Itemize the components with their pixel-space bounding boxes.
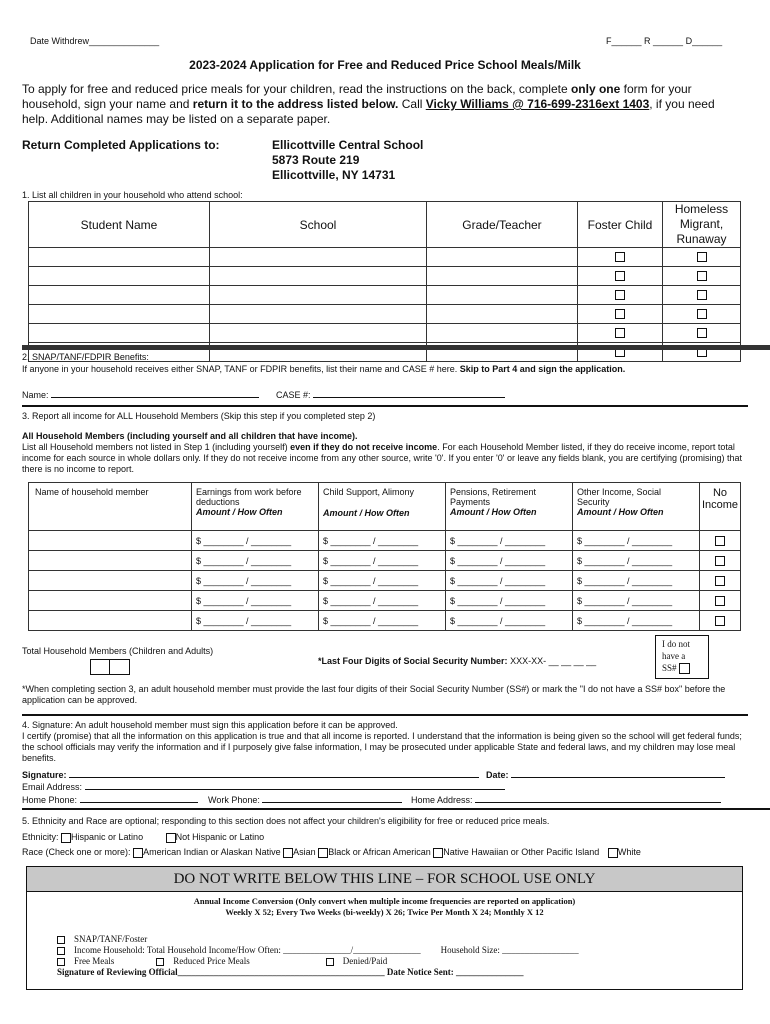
page-title: 2023-2024 Application for Free and Reduced Price School Meals/Milk: [189, 58, 581, 72]
race-checkbox[interactable]: [318, 848, 328, 858]
address-line-1: Ellicottville Central School: [272, 138, 424, 152]
col-grade-teacher: Grade/Teacher: [427, 202, 578, 248]
no-ss-line-3: SS#: [662, 663, 677, 673]
col-no-income: [700, 483, 741, 531]
race-option-white: White: [617, 847, 641, 857]
earnings-cell[interactable]: $ ________ / ________: [192, 571, 319, 591]
foster-checkbox[interactable]: [615, 271, 625, 281]
table-row: [29, 571, 741, 591]
race-option-asian: Asian: [293, 847, 316, 857]
home-phone-field[interactable]: [22, 793, 198, 805]
table-row: [29, 267, 741, 286]
student-name-cell[interactable]: [29, 305, 210, 324]
homeless-line-1: Homeless: [674, 202, 729, 216]
other-income-cell[interactable]: $ ________ / ________: [573, 571, 700, 591]
homeless-checkbox[interactable]: [697, 328, 707, 338]
col-pensions: [446, 483, 573, 531]
signature-field[interactable]: [22, 768, 479, 780]
address-line-2: 5873 Route 219: [272, 153, 360, 167]
no-income-checkbox[interactable]: [715, 556, 725, 566]
snap-name-field[interactable]: [22, 388, 259, 400]
earnings-cell[interactable]: $ ________ / ________: [192, 551, 319, 571]
col-member-name: Name of household member: [29, 483, 192, 531]
section2-desc: [22, 364, 625, 374]
intro-text-2: form for your household, sign your name and: [22, 82, 692, 111]
member-name-cell[interactable]: [29, 551, 192, 571]
snap-name-label: Name:: [22, 390, 49, 400]
race-label: Race (Check one or more):: [22, 847, 131, 857]
snap-name-line[interactable]: [51, 388, 259, 398]
children-table: [28, 201, 741, 362]
reduced-checkbox[interactable]: [156, 958, 164, 966]
grade-cell[interactable]: [427, 324, 578, 343]
intro-text-3: Call: [398, 97, 426, 111]
work-phone-label: Work Phone:: [208, 795, 260, 805]
intro-paragraph: [22, 82, 730, 127]
no-income-checkbox[interactable]: [715, 596, 725, 606]
work-phone-field[interactable]: [208, 793, 402, 805]
total-members-box[interactable]: [90, 659, 130, 675]
section3-bold-line: All Household Members (including yourself and all children that have income).: [22, 431, 358, 441]
school-cell[interactable]: [210, 248, 427, 267]
race-option-black: Black or African American: [328, 847, 431, 857]
income-conversion-title: Annual Income Conversion (Only convert when multiple income frequencies are reported on application): [193, 896, 576, 906]
school-cell[interactable]: [210, 267, 427, 286]
race-checkbox[interactable]: [608, 848, 618, 858]
case-line[interactable]: [313, 388, 505, 398]
no-ssn-checkbox[interactable]: [679, 663, 690, 674]
col-child-support: [319, 483, 446, 531]
date-field[interactable]: [486, 768, 725, 780]
section1-title: 1. List all children in your household who attend school:: [22, 190, 243, 200]
hispanic-label: Hispanic or Latino: [71, 832, 144, 842]
email-field[interactable]: [22, 780, 505, 792]
date-line[interactable]: [511, 768, 725, 778]
section2-desc-text: If anyone in your household receives either SNAP, TANF or FDPIR benefits, list their name and CASE # here.: [22, 364, 460, 374]
no-income-checkbox[interactable]: [715, 576, 725, 586]
date-label: Date:: [486, 770, 509, 780]
earnings-label: Earnings from work before deductions: [196, 487, 302, 507]
student-name-cell[interactable]: [29, 248, 210, 267]
contact-phone-link[interactable]: Vicky Williams @ 716-699-2316ext 1403: [425, 97, 650, 111]
ethnicity-row: [22, 832, 264, 843]
child-support-cell[interactable]: $ ________ / ________: [319, 571, 446, 591]
income-household-label: Income Household: Total Household Income/How Often: _______________/_______________: [74, 945, 421, 955]
other-income-cell[interactable]: $ ________ / ________: [573, 551, 700, 571]
homeless-checkbox[interactable]: [697, 309, 707, 319]
child-support-label: Child Support, Alimony: [323, 487, 415, 497]
homeless-line-2: Migrant,: [679, 217, 724, 231]
signature-label: Signature:: [22, 770, 67, 780]
pensions-cell[interactable]: $ ________ / ________: [446, 591, 573, 611]
ssn-note: *When completing section 3, an adult household member must provide the last four digits of their Social Security Number (SS#) or mark the "I do not have a SS# box" before the application can be approved.: [22, 684, 726, 705]
table-row: [29, 531, 741, 551]
ethnicity-label: Ethnicity:: [22, 832, 59, 842]
snap-label: SNAP/TANF/Foster: [74, 934, 148, 944]
divider: [22, 405, 748, 407]
member-name-cell[interactable]: [29, 571, 192, 591]
work-phone-line[interactable]: [262, 793, 402, 803]
no-income-checkbox[interactable]: [715, 536, 725, 546]
col-foster-child: Foster Child: [578, 202, 663, 248]
pensions-label: Pensions, Retirement Payments: [450, 487, 537, 507]
email-label: Email Address:: [22, 782, 83, 792]
denied-label: Denied/Paid: [342, 956, 388, 966]
amount-label: Amount / How Often: [196, 507, 283, 517]
other-income-cell[interactable]: $ ________ / ________: [573, 591, 700, 611]
earnings-cell[interactable]: $ ________ / ________: [192, 611, 319, 631]
home-phone-label: Home Phone:: [22, 795, 78, 805]
table-row: [29, 286, 741, 305]
denied-checkbox[interactable]: [326, 958, 334, 966]
intro-text-1: To apply for free and reduced price meals for your children, read the instructions on the back, complete: [22, 82, 571, 96]
student-name-cell[interactable]: [29, 324, 210, 343]
reduced-label: Reduced Price Meals: [173, 956, 250, 966]
student-name-cell[interactable]: [29, 267, 210, 286]
race-checkbox[interactable]: [433, 848, 443, 858]
section3-instructions: [22, 442, 746, 475]
member-name-cell[interactable]: [29, 611, 192, 631]
child-support-cell[interactable]: $ ________ / ________: [319, 551, 446, 571]
child-support-cell[interactable]: $ ________ / ________: [319, 591, 446, 611]
other-income-label: Other Income, Social Security: [577, 487, 662, 507]
col-other-income: [573, 483, 700, 531]
return-address: [272, 138, 423, 183]
homeless-checkbox[interactable]: [697, 252, 707, 262]
table-row: [29, 248, 741, 267]
section5-title: 5. Ethnicity and Race are optional; responding to this section does not affect your children's eligibility for free or reduced price meals.: [22, 816, 550, 826]
pensions-cell[interactable]: $ ________ / ________: [446, 531, 573, 551]
grade-cell[interactable]: [427, 267, 578, 286]
intro-return-it: return it to the address listed below.: [192, 97, 399, 111]
school-cell[interactable]: [210, 324, 427, 343]
reviewing-official-label: Signature of Reviewing Official: [57, 967, 178, 977]
frd-field: F______ R ______ D______: [606, 36, 723, 46]
table-row: [29, 611, 741, 631]
other-income-cell[interactable]: $ ________ / ________: [573, 611, 700, 631]
school-cell[interactable]: [210, 286, 427, 305]
divider: [22, 714, 748, 716]
divider: [22, 808, 770, 810]
home-address-field[interactable]: [411, 793, 721, 805]
col-earnings: [192, 483, 319, 531]
address-line-3: Ellicottville, NY 14731: [272, 168, 396, 182]
signature-line[interactable]: [69, 768, 479, 778]
homeless-checkbox[interactable]: [697, 290, 707, 300]
no-ss-line-1: I do not: [662, 639, 690, 649]
inst-bold: even if they do not receive income: [290, 442, 438, 452]
reviewing-official-line[interactable]: ______________________________________________: [177, 967, 385, 977]
school-use-fields: [57, 934, 579, 978]
race-row: [22, 847, 641, 858]
no-income-checkbox[interactable]: [715, 616, 725, 626]
section2-skip: Skip to Part 4 and sign the application.: [459, 364, 626, 374]
section-divider-thick: [22, 345, 770, 350]
school-use-banner: DO NOT WRITE BELOW THIS LINE – FOR SCHOOL USE ONLY: [27, 867, 742, 892]
date-notice-label: Date Notice Sent: _______________: [386, 967, 524, 977]
amount-label: Amount / How Often: [450, 507, 537, 517]
pensions-cell[interactable]: $ ________ / ________: [446, 611, 573, 631]
email-line[interactable]: [85, 780, 505, 790]
not-hispanic-label: Not Hispanic or Latino: [175, 832, 265, 842]
table-row: [29, 591, 741, 611]
free-meals-checkbox[interactable]: [57, 958, 65, 966]
free-meals-label: Free Meals: [74, 956, 115, 966]
col-school: School: [210, 202, 427, 248]
income-table: [28, 482, 741, 631]
household-size-label: Household Size: _________________: [440, 945, 579, 955]
home-phone-line[interactable]: [80, 793, 198, 803]
intro-only-one: only one: [570, 82, 621, 96]
pensions-cell[interactable]: $ ________ / ________: [446, 571, 573, 591]
amount-label: Amount / How Often: [577, 507, 664, 517]
return-label: Return Completed Applications to:: [22, 138, 220, 152]
no-income-line-2: Income: [701, 499, 739, 511]
earnings-cell[interactable]: $ ________ / ________: [192, 531, 319, 551]
no-ss-line-2: have a: [662, 651, 686, 661]
other-income-cell[interactable]: $ ________ / ________: [573, 531, 700, 551]
foster-checkbox[interactable]: [615, 252, 625, 262]
race-checkbox[interactable]: [283, 848, 293, 858]
home-address-label: Home Address:: [411, 795, 473, 805]
income-household-checkbox[interactable]: [57, 947, 65, 955]
school-use-box: [26, 866, 743, 990]
col-homeless: [663, 202, 741, 248]
inst-text-1: List all Household members not listed in Step 1 (including yourself): [22, 442, 291, 452]
snap-case-field[interactable]: [276, 388, 505, 400]
school-cell[interactable]: [210, 305, 427, 324]
pensions-cell[interactable]: $ ________ / ________: [446, 551, 573, 571]
child-support-cell[interactable]: $ ________ / ________: [319, 531, 446, 551]
no-ssn-box[interactable]: [655, 635, 709, 679]
case-label: CASE #:: [276, 390, 311, 400]
section2-title: 2. SNAP/TANF/FDPIR Benefits:: [22, 352, 149, 362]
earnings-cell[interactable]: $ ________ / ________: [192, 591, 319, 611]
ssn-field[interactable]: [318, 656, 596, 666]
member-name-cell[interactable]: [29, 591, 192, 611]
certify-text: I certify (promise) that all the information on this application is true and that all income is reported. I understand that the information is being given so the school will get federal funds; the school officials may verify the information and if I purposely give false information, I may be prosecuted under applicable State and federal laws, and my children may lose meal benefits.: [22, 731, 742, 763]
ssn-label: *Last Four Digits of Social Security Number:: [318, 656, 508, 666]
inst-text-2: . For each Household Member listed, if they do receive income, report total income for each source in whole dollars only. If they do not receive income from any other source, write '0'. If you enter '0' or leave any fields blank, you are certifying (promising) that there is no income to report.: [22, 442, 743, 474]
grade-cell[interactable]: [427, 248, 578, 267]
snap-checkbox[interactable]: [57, 936, 65, 944]
member-name-cell[interactable]: [29, 531, 192, 551]
amount-label: Amount / How Often: [323, 508, 410, 518]
grade-cell[interactable]: [427, 286, 578, 305]
race-option-pacific-islander: Native Hawaiian or Other Pacific Island: [443, 847, 600, 857]
grade-cell[interactable]: [427, 305, 578, 324]
section3-title: 3. Report all income for ALL Household Members (Skip this step if you completed step 2): [22, 411, 376, 421]
section4-title: 4. Signature: An adult household member must sign this application before it can be approved.: [22, 720, 398, 730]
homeless-line-3: Runaway: [676, 232, 727, 246]
table-row: [29, 551, 741, 571]
child-support-cell[interactable]: $ ________ / ________: [319, 611, 446, 631]
col-student-name: Student Name: [29, 202, 210, 248]
no-income-line-1: No: [712, 487, 728, 499]
table-row: [29, 305, 741, 324]
home-address-line[interactable]: [475, 793, 721, 803]
student-name-cell[interactable]: [29, 286, 210, 305]
intro-text-4: , if you need help. Additional names may be listed on a separate paper.: [22, 97, 715, 126]
foster-checkbox[interactable]: [615, 290, 625, 300]
hispanic-checkbox[interactable]: [61, 833, 71, 843]
ssn-blanks[interactable]: XXX-XX- __ __ __ __: [510, 656, 597, 666]
foster-checkbox[interactable]: [615, 309, 625, 319]
income-conversion-rules: Weekly X 52; Every Two Weeks (bi-weekly) X 26; Twice Per Month X 24; Monthly X 12: [225, 907, 544, 917]
homeless-checkbox[interactable]: [697, 271, 707, 281]
foster-checkbox[interactable]: [615, 328, 625, 338]
race-checkbox[interactable]: [133, 848, 143, 858]
table-row: [29, 324, 741, 343]
not-hispanic-checkbox[interactable]: [166, 833, 176, 843]
race-option-american-indian: American Indian or Alaskan Native: [143, 847, 281, 857]
date-withdrew: Date Withdrew______________: [30, 36, 160, 46]
total-members-label: Total Household Members (Children and Adults): [22, 646, 214, 656]
